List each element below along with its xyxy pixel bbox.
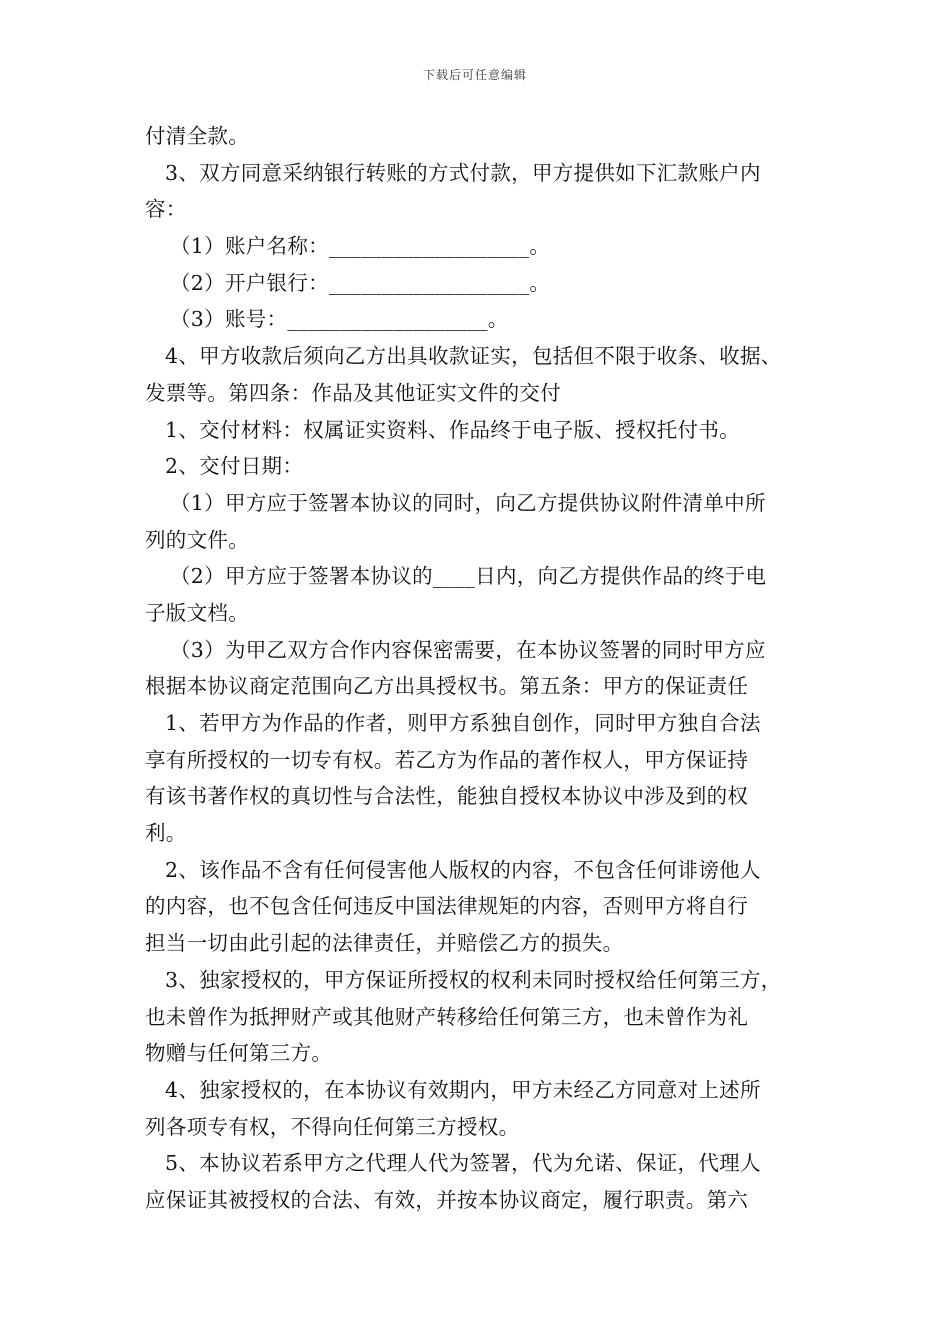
text-line: 3、双方同意采纳银行转账的方式付款，甲方提供如下汇款账户内 [165, 160, 761, 185]
text-line: 1、若甲方为作品的作者，则甲方系独自创作，同时甲方独自合法 [165, 711, 761, 735]
text-line: （3）为甲乙双方合作内容保密需要，在本协议签署的同时甲方应 [170, 637, 766, 662]
text-line: 应保证其被授权的合法、有效，并按本协议商定，履行职责。第六 [145, 1187, 749, 1212]
text-line: （1）甲方应于签署本协议的同时，向乙方提供协议附件清单中所 [170, 490, 766, 515]
document-body [145, 118, 810, 1219]
text-line: 发票等。第四条：作品及其他证实文件的交付 [145, 380, 561, 405]
text-line: 4、甲方收款后须向乙方出具收款证实，包括但不限于收条、收据、 [165, 344, 782, 369]
text-line: 3、独家授权的，甲方保证所授权的权利未同时授权给任何第三方， [165, 967, 782, 992]
text-line: （2）甲方应于签署本协议的____日内，向乙方提供作品的终于电 [170, 564, 767, 589]
text-line: 容： [145, 197, 187, 222]
text-line: 2、该作品不含有任何侵害他人版权的内容，不包含任何诽谤他人 [165, 857, 761, 882]
text-line: （2）开户银行：___________________。 [170, 270, 551, 295]
text-line: 2、交付日期： [165, 454, 304, 479]
text-line: 担当一切由此引起的法律责任，并赔偿乙方的损失。 [145, 931, 624, 956]
text-line: 列各项专有权，不得向任何第三方授权。 [145, 1114, 520, 1139]
text-line: 有该书著作权的真切性与合法性，能独自授权本协议中涉及到的权 [145, 784, 749, 809]
text-line: 付清全款。 [145, 124, 249, 148]
text-line: 子版文档。 [145, 600, 249, 625]
text-line: 根据本协议商定范围向乙方出具授权书。第五条：甲方的保证责任 [145, 674, 749, 699]
page-header: 下载后可任意编辑 [422, 68, 527, 82]
text-line: 的内容，也不包含任何违反中国法律规矩的内容，否则甲方将自行 [145, 894, 749, 919]
text-line: （1）账户名称：___________________。 [170, 234, 551, 259]
text-line: 1、交付材料：权属证实资料、作品终于电子版、授权托付书。 [165, 417, 740, 442]
text-line: 也未曾作为抵押财产或其他财产转移给任何第三方，也未曾作为礼 [145, 1004, 749, 1029]
text-line: 5、本协议若系甲方之代理人代为签署，代为允诺、保证，代理人 [165, 1151, 761, 1176]
text-line: 利。 [145, 821, 187, 846]
text-line: 4、独家授权的，在本协议有效期内，甲方未经乙方同意对上述所 [165, 1077, 761, 1102]
text-line: 列的文件。 [145, 527, 249, 552]
text-line: （3）账号：___________________。 [170, 307, 509, 332]
text-line: 物赠与任何第三方。 [145, 1041, 333, 1066]
text-line: 享有所授权的一切专有权。若乙方为作品的著作权人，甲方保证持 [145, 747, 749, 772]
